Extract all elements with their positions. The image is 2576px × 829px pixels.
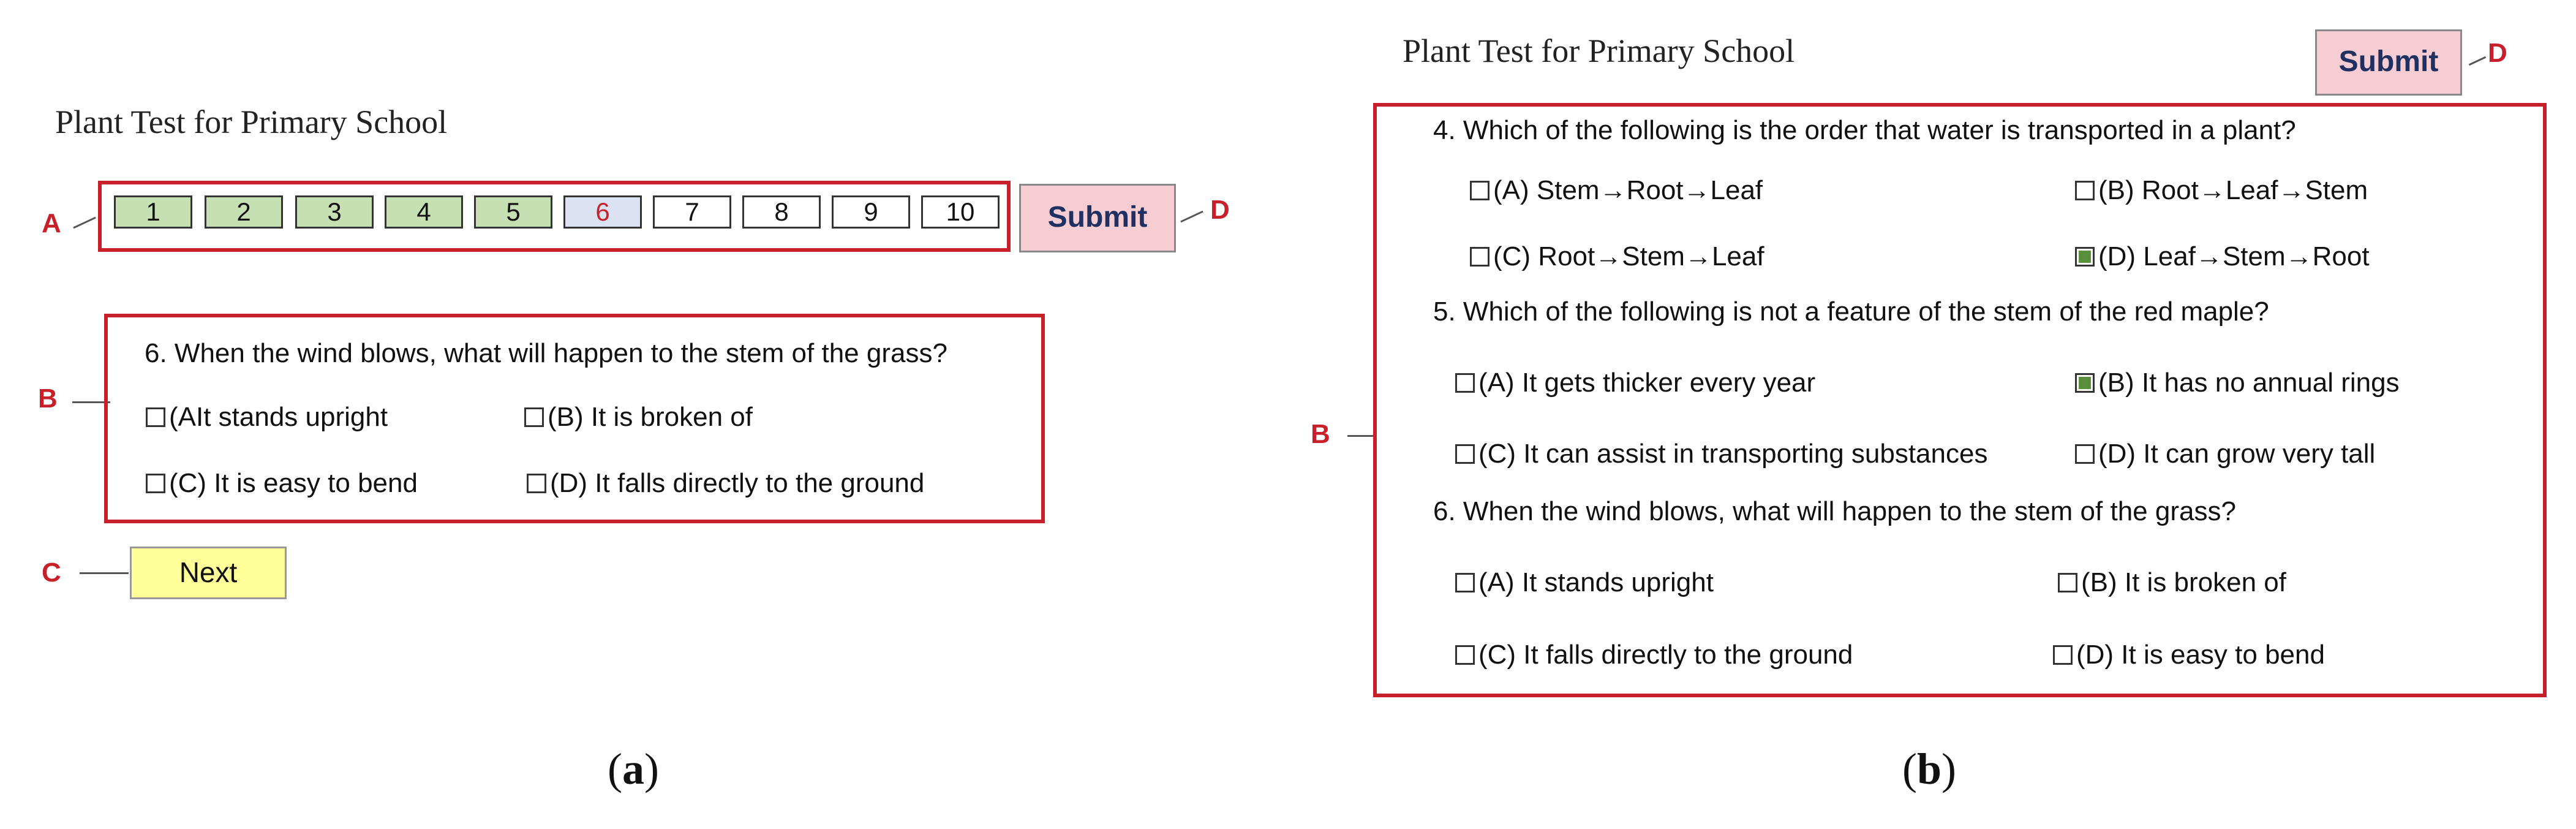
caption-a: (a) — [608, 744, 659, 793]
label-a-leader — [73, 217, 96, 229]
q6-option-a-label: (A) It stands upright — [1478, 567, 1714, 597]
submit-button[interactable]: Submit — [1019, 184, 1176, 252]
question-5-text: 5. Which of the following is not a feature of the stem of the red maple? — [1433, 297, 2269, 327]
question-4-text: 4. Which of the following is the order that water is transported in a plant? — [1433, 115, 2296, 145]
q6-option-d-label: (D) It is easy to bend — [2076, 640, 2325, 670]
checkbox-icon[interactable] — [527, 474, 546, 493]
question-button-3[interactable]: 3 — [295, 195, 374, 229]
q5-option-d-label: (D) It can grow very tall — [2098, 439, 2376, 469]
checkbox-icon[interactable] — [2075, 444, 2095, 464]
q5-option-d[interactable] — [2075, 439, 2375, 469]
question-button-10[interactable]: 10 — [921, 195, 1000, 229]
q4-option-c-label: (C) Root→Stem→Leaf — [1493, 241, 1764, 271]
checkbox-icon[interactable] — [1455, 373, 1475, 393]
checkbox-icon[interactable] — [2075, 181, 2095, 200]
label-b-b: B — [1311, 419, 1330, 449]
question-button-5[interactable]: 5 — [474, 195, 552, 229]
q4-option-d[interactable] — [2075, 241, 2370, 272]
checkbox-icon[interactable] — [1455, 645, 1475, 665]
question-card — [104, 314, 1045, 523]
option-b[interactable] — [524, 402, 753, 433]
question-text: 6. When the wind blows, what will happen to the stem of the grass? — [145, 338, 947, 368]
question-6-text: 6. When the wind blows, what will happen to the stem of the grass? — [1433, 496, 2236, 526]
q5-option-a-label: (A) It gets thicker every year — [1478, 368, 1816, 398]
question-button-8[interactable]: 8 — [742, 195, 821, 229]
label-b: B — [38, 384, 58, 414]
panel-b-title: Plant Test for Primary School — [1403, 32, 1795, 69]
option-c-label: (C) It is easy to bend — [169, 468, 418, 498]
q4-option-b[interactable] — [2075, 175, 2368, 206]
option-a[interactable] — [146, 402, 388, 433]
question-button-9[interactable]: 9 — [832, 195, 910, 229]
checkbox-icon[interactable] — [146, 474, 165, 493]
q4-option-a[interactable] — [1470, 175, 1763, 206]
q5-option-a[interactable] — [1455, 368, 1815, 398]
question-button-7[interactable]: 7 — [653, 195, 731, 229]
checkbox-icon[interactable] — [1455, 444, 1475, 464]
option-b-label: (B) It is broken of — [548, 402, 753, 432]
q5-option-b-label: (B) It has no annual rings — [2098, 368, 2400, 398]
submit-button-b[interactable]: Submit — [2315, 29, 2462, 96]
q4-option-a-label: (A) Stem→Root→Leaf — [1493, 175, 1763, 205]
label-a: A — [42, 208, 61, 238]
label-c: C — [42, 558, 61, 588]
question-button-2[interactable]: 2 — [205, 195, 283, 229]
question-navigator — [98, 181, 1011, 252]
q6-option-b-label: (B) It is broken of — [2081, 567, 2287, 597]
label-d-b-leader — [2469, 56, 2486, 66]
label-d-leader — [1180, 211, 1203, 223]
label-b-b-leader — [1347, 435, 1373, 437]
checkbox-icon[interactable] — [2053, 645, 2073, 665]
q5-option-c[interactable] — [1455, 439, 1987, 469]
panel-a-title: Plant Test for Primary School — [55, 104, 448, 140]
checkbox-icon[interactable] — [524, 407, 544, 427]
q4-option-d-label: (D) Leaf→Stem→Root — [2098, 241, 2370, 271]
checkbox-icon[interactable] — [1455, 573, 1475, 592]
label-c-leader — [80, 572, 129, 574]
question-button-1[interactable]: 1 — [114, 195, 192, 229]
option-d-label: (D) It falls directly to the ground — [550, 468, 925, 498]
checkbox-icon[interactable] — [2058, 573, 2077, 592]
q6-option-b[interactable] — [2058, 567, 2286, 598]
option-a-label: (AIt stands upright — [169, 402, 388, 432]
checkbox-icon[interactable] — [1470, 181, 1489, 200]
label-d: D — [1210, 195, 1230, 225]
option-c[interactable] — [146, 468, 418, 499]
checked-checkbox-icon[interactable] — [2075, 247, 2095, 267]
next-button[interactable]: Next — [130, 547, 287, 599]
q5-option-b[interactable] — [2075, 368, 2400, 398]
question-button-6[interactable]: 6 — [563, 195, 642, 229]
q4-option-b-label: (B) Root→Leaf→Stem — [2098, 175, 2368, 205]
label-d-b: D — [2488, 38, 2507, 68]
checked-checkbox-icon[interactable] — [2075, 373, 2095, 393]
checkbox-icon[interactable] — [1470, 247, 1489, 267]
caption-b: (b) — [1902, 744, 1957, 793]
checkbox-icon[interactable] — [146, 407, 165, 427]
q6-option-d[interactable] — [2053, 640, 2325, 670]
q6-option-c[interactable] — [1455, 640, 1853, 670]
question-button-4[interactable]: 4 — [385, 195, 463, 229]
q4-option-c[interactable] — [1470, 241, 1764, 272]
option-d[interactable] — [527, 468, 924, 499]
question-list — [1373, 103, 2547, 697]
q6-option-c-label: (C) It falls directly to the ground — [1478, 640, 1853, 670]
q6-option-a[interactable] — [1455, 567, 1714, 598]
q5-option-c-label: (C) It can assist in transporting substances — [1478, 439, 1988, 469]
